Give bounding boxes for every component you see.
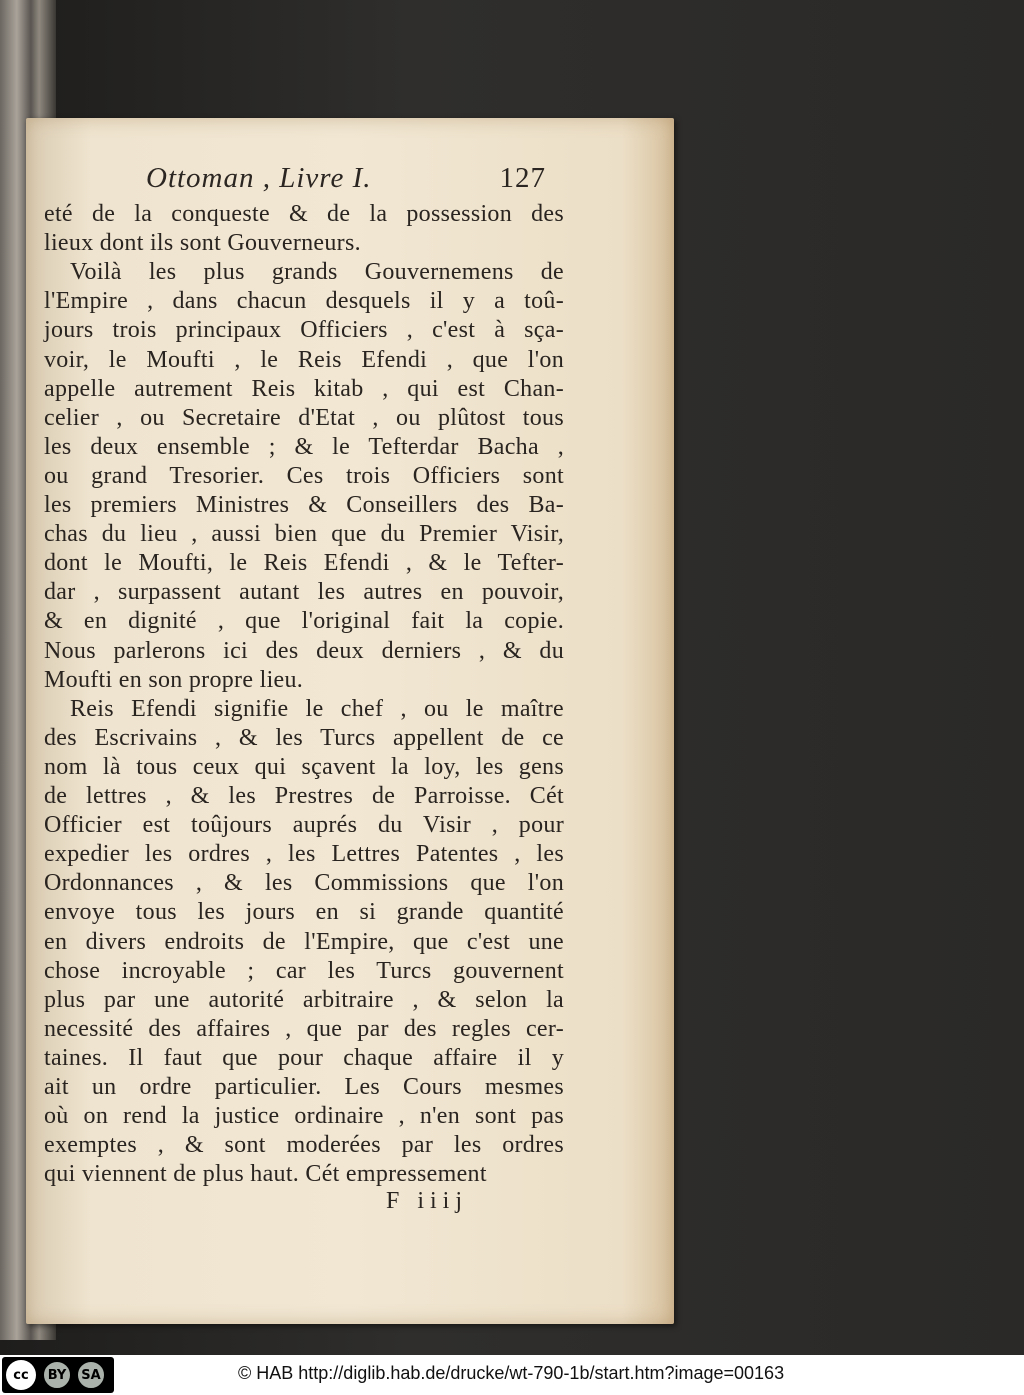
text-line: envoye tous les jours en si grande quantité bbox=[44, 899, 564, 926]
cc-icon: cc bbox=[6, 1360, 36, 1390]
signature-mark: F iiij bbox=[386, 1188, 469, 1214]
text-line: chose incroyable ; car les Turcs gouvernent bbox=[44, 957, 564, 984]
text-line: Moufti en son propre lieu. bbox=[44, 666, 304, 693]
text-line: en divers endroits de l'Empire, que c'est une bbox=[44, 928, 564, 955]
text-line: les deux ensemble ; & le Tefterdar Bacha , bbox=[44, 433, 564, 460]
text-line: plus par une autorité arbitraire , & selon la bbox=[44, 986, 564, 1013]
page-number: 127 bbox=[499, 162, 546, 194]
running-title: Ottoman , Livre I. bbox=[146, 162, 372, 194]
text-line: & en dignité , que l'original fait la copie. bbox=[44, 608, 564, 635]
text-line: nom là tous ceux qui sçavent la loy, les gens bbox=[44, 753, 564, 780]
text-line: taines. Il faut que pour chaque affaire il y bbox=[44, 1044, 564, 1071]
text-line: ait un ordre particulier. Les Cours mesmes bbox=[44, 1074, 564, 1100]
text-line: voir, le Moufti , le Reis Efendi , que l'on bbox=[44, 346, 564, 373]
text-line: de lettres , & les Prestres de Parroisse. Cét bbox=[44, 783, 564, 809]
share-alike-icon: SA bbox=[76, 1360, 106, 1390]
text-line: dar , surpassent autant les autres en pouvoir, bbox=[44, 579, 564, 606]
credit-link[interactable]: © HAB http://diglib.hab.de/drucke/wt-790-1b/start.htm?image=00163 bbox=[238, 1363, 785, 1383]
text-line: qui viennent de plus haut. Cét empressement bbox=[44, 1161, 487, 1188]
page-text bbox=[26, 118, 674, 1324]
license-badge[interactable] bbox=[2, 1357, 114, 1393]
text-line: chas du lieu , aussi bien que du Premier Visir, bbox=[44, 521, 564, 548]
text-line: l'Empire , dans chacun desquels il y a toû- bbox=[44, 288, 564, 315]
text-line: Ordonnances , & les Commissions que l'on bbox=[44, 870, 564, 897]
text-line: Officier est toûjours auprés du Visir , pour bbox=[44, 812, 564, 839]
text-line: lieux dont ils sont Gouverneurs. bbox=[44, 230, 361, 257]
text-line: Reis Efendi signifie le chef , ou le maître bbox=[70, 695, 564, 722]
text-line: Nous parlerons ici des deux derniers , & du bbox=[44, 637, 564, 664]
footer-bar bbox=[0, 1355, 1024, 1395]
text-line: ou grand Tresorier. Ces trois Officiers sont bbox=[44, 462, 564, 489]
text-line: jours trois principaux Officiers , c'est à sça- bbox=[44, 317, 564, 344]
text-line: eté de la conqueste & de la possession des bbox=[44, 201, 564, 227]
text-line: des Escrivains , & les Turcs appellent de ce bbox=[44, 724, 564, 751]
text-line: dont le Moufti, le Reis Efendi , & le Tefter- bbox=[44, 550, 564, 577]
text-line: appelle autrement Reis kitab , qui est Chan- bbox=[44, 375, 564, 402]
text-line: expedier les ordres , les Lettres Patentes , les bbox=[44, 841, 564, 868]
text-line: les premiers Ministres & Conseillers des Ba- bbox=[44, 492, 564, 518]
attribution-icon: BY bbox=[42, 1360, 72, 1390]
book-page bbox=[26, 118, 674, 1324]
text-line: où on rend la justice ordinaire , n'en sont pas bbox=[44, 1103, 564, 1130]
text-line: celier , ou Secretaire d'Etat , ou plûtost tous bbox=[44, 404, 564, 431]
text-line: Voilà les plus grands Gouvernemens de bbox=[70, 259, 564, 286]
text-line: necessité des affaires , que par des regles cer- bbox=[44, 1015, 564, 1042]
text-line: exemptes , & sont moderées par les ordres bbox=[44, 1132, 564, 1159]
